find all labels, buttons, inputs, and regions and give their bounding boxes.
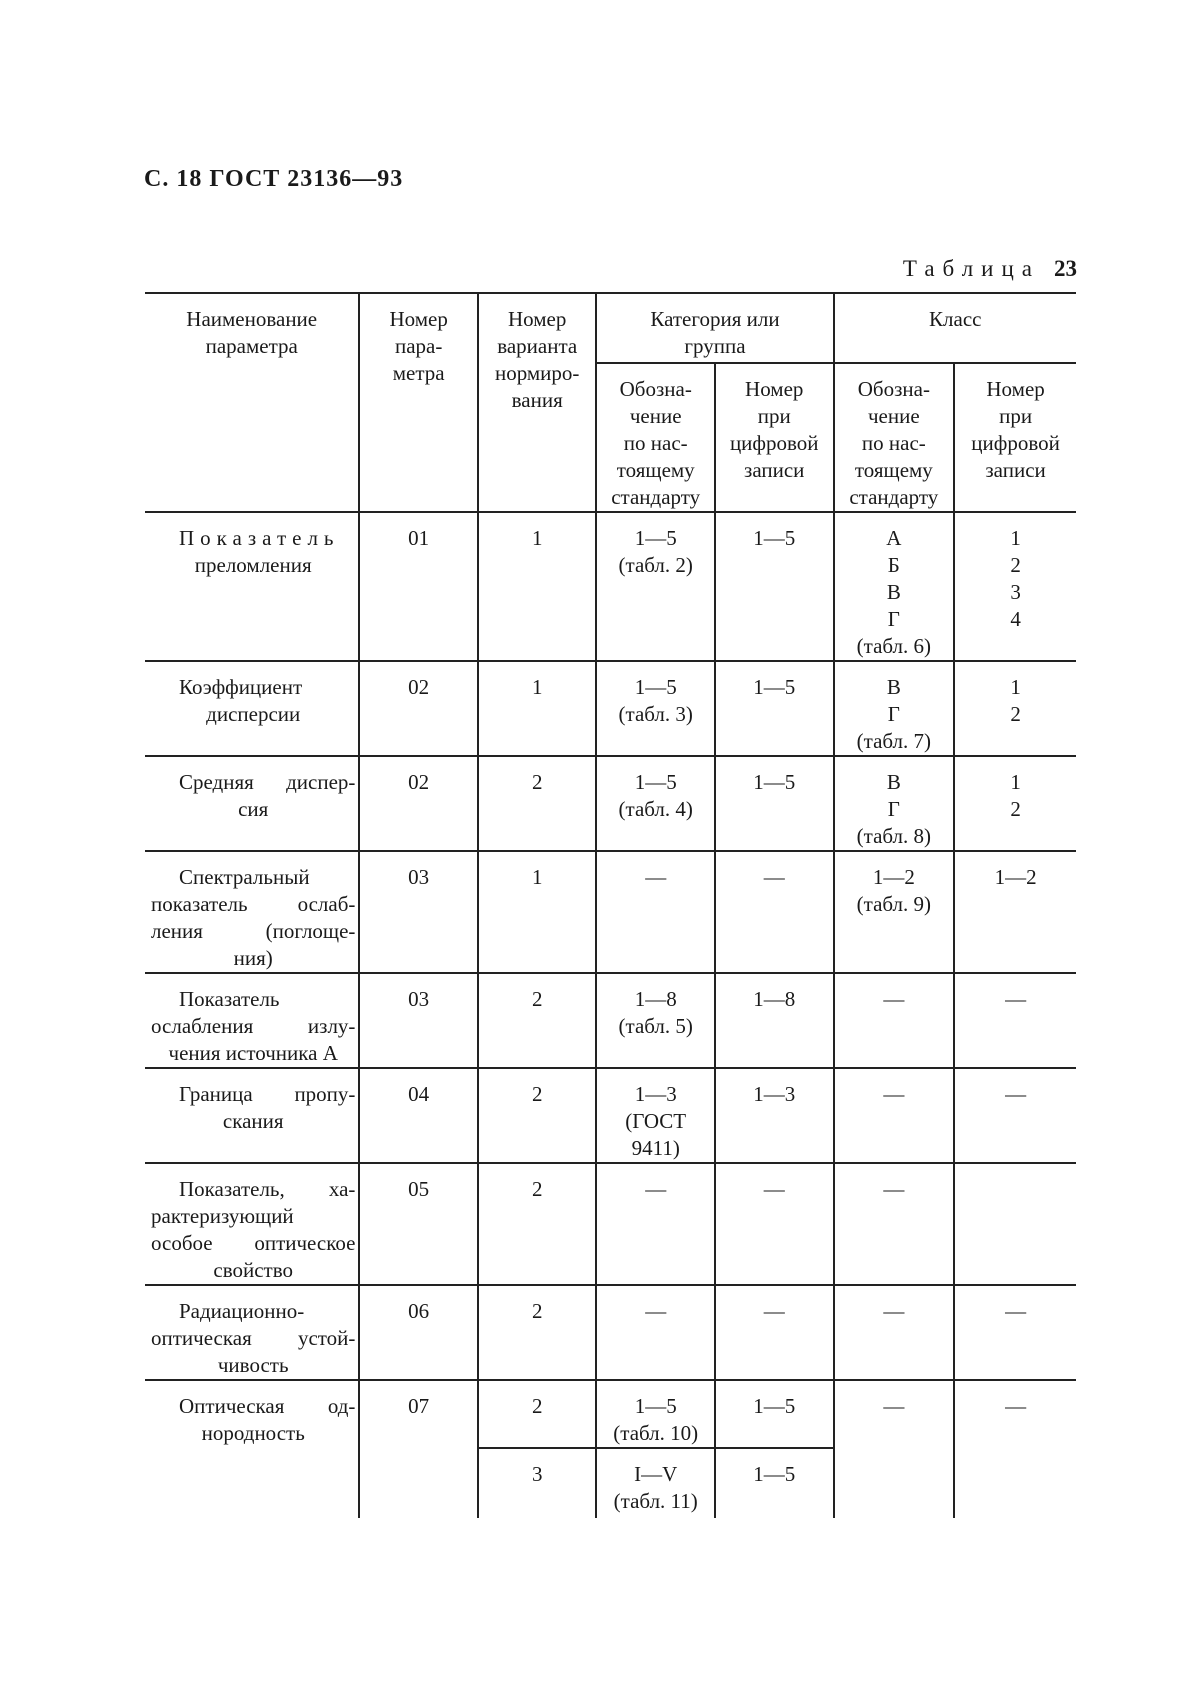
param-number xyxy=(359,661,478,756)
cell-line: Номер xyxy=(389,307,448,331)
param-number xyxy=(359,1068,478,1163)
class-designation xyxy=(834,851,955,973)
cell-line: нормиро- xyxy=(494,361,580,385)
cell-line: — xyxy=(883,1177,905,1201)
variant-number xyxy=(478,1285,597,1380)
col-header-name xyxy=(145,293,359,512)
param-name xyxy=(145,661,359,756)
param-number xyxy=(359,851,478,973)
cell-line: В xyxy=(886,580,901,604)
cell-line: 1—8 xyxy=(634,987,677,1011)
class-designation xyxy=(834,973,955,1068)
param-name-line: Оптическая од- xyxy=(179,1394,356,1418)
param-name xyxy=(145,851,359,973)
cell-line: 04 xyxy=(408,1082,430,1106)
table-row xyxy=(145,1068,1076,1163)
cell-line: (табл. 11) xyxy=(613,1489,698,1513)
cell-line: 1—3 xyxy=(634,1082,677,1106)
cell-line: записи xyxy=(744,458,805,482)
cell-line: 03 xyxy=(408,987,430,1011)
param-number xyxy=(359,1163,478,1285)
cell-line: 2 xyxy=(531,1394,543,1418)
col-header-class-designation xyxy=(834,363,955,512)
cell-line: тоящему xyxy=(616,458,695,482)
param-number xyxy=(359,973,478,1068)
param-number xyxy=(359,756,478,851)
cell-line: 1—2 xyxy=(872,865,915,889)
param-name-line: ния) xyxy=(233,946,273,970)
cell-line: 2 xyxy=(531,1082,543,1106)
col-header-variant-no xyxy=(478,293,597,512)
table-row xyxy=(145,1285,1076,1380)
category-designation xyxy=(596,1163,715,1285)
cell-line: — xyxy=(763,865,785,889)
table-row xyxy=(145,512,1076,661)
category-digital-number xyxy=(715,973,834,1068)
param-name-line: Радиационно- xyxy=(179,1299,305,1323)
cell-line: варианта xyxy=(497,334,578,358)
param-name-line: Показатель xyxy=(179,526,340,550)
cell-line: 1—3 xyxy=(753,1082,796,1106)
cell-line: — xyxy=(1005,1394,1027,1418)
table-row xyxy=(145,756,1076,851)
col-header-param-no xyxy=(359,293,478,512)
variant-number xyxy=(478,851,597,973)
category-designation xyxy=(596,756,715,851)
param-name-line: показатель ослаб- xyxy=(151,892,356,916)
class-digital-number xyxy=(954,973,1076,1068)
cell-line: 2 xyxy=(1010,553,1021,577)
table-caption-number: 23 xyxy=(1054,256,1077,281)
cell-line: — xyxy=(1005,1299,1027,1323)
cell-line: 2 xyxy=(531,1299,543,1323)
variant-number xyxy=(478,756,597,851)
class-digital-number xyxy=(954,512,1076,661)
cell-line: (табл. 6) xyxy=(856,634,932,658)
cell-line: Номер xyxy=(508,307,567,331)
cell-line: 1—5 xyxy=(753,1462,796,1486)
cell-line: — xyxy=(883,1299,905,1323)
table-row xyxy=(145,661,1076,756)
param-number xyxy=(359,1380,478,1518)
category-designation xyxy=(596,1448,715,1518)
cell-line: (табл. 3) xyxy=(618,702,693,726)
cell-line: 3 xyxy=(531,1462,543,1486)
param-name-line: нородность xyxy=(201,1421,305,1445)
cell-line: группа xyxy=(684,334,746,358)
param-name xyxy=(145,1380,359,1518)
cell-line: — xyxy=(883,1082,905,1106)
class-digital-number xyxy=(954,1380,1076,1518)
cell-line: — xyxy=(763,1177,785,1201)
cell-line: 1—5 xyxy=(753,770,796,794)
cell-line: стандарту xyxy=(849,485,939,509)
col-header-class-digital xyxy=(954,363,1076,512)
cell-line: по нас- xyxy=(861,431,926,455)
cell-line: Г xyxy=(887,607,900,631)
variant-number xyxy=(478,1163,597,1285)
table-row xyxy=(145,851,1076,973)
cell-line: 1 xyxy=(531,526,543,550)
class-designation xyxy=(834,661,955,756)
cell-line: 1 xyxy=(531,865,543,889)
param-name-line: преломления xyxy=(194,553,312,577)
param-name-line: Спектральный xyxy=(179,865,310,889)
cell-line: — xyxy=(645,865,667,889)
category-digital-number xyxy=(715,756,834,851)
cell-line: Б xyxy=(887,553,900,577)
cell-line: цифровой xyxy=(971,431,1060,455)
class-digital-number xyxy=(954,1163,1076,1285)
cell-line: 2 xyxy=(1010,797,1021,821)
cell-line: 9411) xyxy=(631,1136,680,1160)
cell-line: чение xyxy=(867,404,920,428)
cell-line: Категория или xyxy=(650,307,780,331)
cell-line: пара- xyxy=(394,334,443,358)
category-designation xyxy=(596,1068,715,1163)
variant-number xyxy=(478,1380,597,1448)
param-number xyxy=(359,1285,478,1380)
param-name xyxy=(145,973,359,1068)
param-name-line: рактеризующий xyxy=(151,1204,294,1228)
cell-line: I—V xyxy=(634,1462,678,1486)
category-digital-number xyxy=(715,1163,834,1285)
param-name xyxy=(145,1163,359,1285)
col-header-category-group xyxy=(596,293,833,363)
cell-line: 03 xyxy=(408,865,430,889)
cell-line: 1—8 xyxy=(753,987,796,1011)
page-header: С. 18 ГОСТ 23136—93 xyxy=(144,166,404,192)
cell-line: 1 xyxy=(1010,770,1021,794)
class-designation xyxy=(834,756,955,851)
category-digital-number xyxy=(715,851,834,973)
cell-line: Наименование xyxy=(186,307,318,331)
cell-line: — xyxy=(645,1299,667,1323)
cell-line: — xyxy=(883,1394,905,1418)
cell-line: Обозна- xyxy=(619,377,692,401)
variant-number xyxy=(478,973,597,1068)
param-name-line: Граница пропу- xyxy=(179,1082,356,1106)
cell-line: (табл. 9) xyxy=(856,892,932,916)
cell-line: В xyxy=(886,675,901,699)
cell-line: — xyxy=(1005,987,1027,1011)
category-designation xyxy=(596,973,715,1068)
cell-line: А xyxy=(886,526,902,550)
class-digital-number xyxy=(954,756,1076,851)
cell-line: (табл. 2) xyxy=(618,553,693,577)
cell-line: 01 xyxy=(408,526,430,550)
cell-line: — xyxy=(1005,1082,1027,1106)
cell-line: Г xyxy=(887,702,900,726)
class-digital-number xyxy=(954,661,1076,756)
spec-table xyxy=(145,292,1076,1518)
param-name-line: скания xyxy=(222,1109,284,1133)
param-name xyxy=(145,512,359,661)
class-designation xyxy=(834,1380,955,1518)
cell-line: 1 xyxy=(1010,526,1021,550)
cell-line: тоящему xyxy=(854,458,933,482)
class-digital-number xyxy=(954,851,1076,973)
class-digital-number xyxy=(954,1285,1076,1380)
cell-line: 1—5 xyxy=(753,526,796,550)
param-name-line: свойство xyxy=(213,1258,294,1282)
cell-line: 1—5 xyxy=(634,1394,677,1418)
table-row xyxy=(145,973,1076,1068)
cell-line: 1 xyxy=(531,675,543,699)
category-designation xyxy=(596,851,715,973)
category-designation xyxy=(596,1380,715,1448)
category-designation xyxy=(596,1285,715,1380)
cell-line: метра xyxy=(392,361,445,385)
table-row xyxy=(145,1163,1076,1285)
col-header-category-digital xyxy=(715,363,834,512)
param-name xyxy=(145,1285,359,1380)
cell-line: 07 xyxy=(408,1394,430,1418)
cell-line: Номер xyxy=(986,377,1045,401)
cell-line: — xyxy=(883,987,905,1011)
cell-line: (табл. 7) xyxy=(856,729,932,753)
cell-line: 06 xyxy=(408,1299,430,1323)
cell-line: записи xyxy=(985,458,1046,482)
category-digital-number xyxy=(715,1068,834,1163)
category-designation xyxy=(596,661,715,756)
cell-line: 1—5 xyxy=(634,770,677,794)
cell-line: (табл. 5) xyxy=(618,1014,693,1038)
param-name-line: Коэффициент xyxy=(179,675,303,699)
param-name-line: Показатель xyxy=(179,987,280,1011)
cell-line: при xyxy=(757,404,791,428)
cell-line: (табл. 8) xyxy=(856,824,932,848)
cell-line: Номер xyxy=(745,377,804,401)
cell-line: (ГОСТ xyxy=(625,1109,687,1133)
cell-line: 02 xyxy=(408,770,430,794)
cell-line: (табл. 10) xyxy=(613,1421,699,1445)
variant-number xyxy=(478,512,597,661)
cell-line: 1 xyxy=(1010,675,1021,699)
param-name-line: оптическая устой- xyxy=(151,1326,356,1350)
class-designation xyxy=(834,1068,955,1163)
cell-line: — xyxy=(645,1177,667,1201)
param-name-line: особое оптическое xyxy=(151,1231,356,1255)
param-name-line: Показатель, ха- xyxy=(179,1177,356,1201)
category-digital-number xyxy=(715,1285,834,1380)
cell-line: стандарту xyxy=(611,485,701,509)
cell-line: 1—5 xyxy=(634,675,677,699)
class-designation xyxy=(834,512,955,661)
cell-line: 3 xyxy=(1010,580,1021,604)
category-designation xyxy=(596,512,715,661)
variant-number xyxy=(478,1068,597,1163)
table-row xyxy=(145,1380,1076,1448)
variant-number xyxy=(478,661,597,756)
cell-line: 1—5 xyxy=(634,526,677,550)
col-header-class: Класс xyxy=(834,293,1077,363)
cell-line: 02 xyxy=(408,675,430,699)
param-name-line: ослабления излу- xyxy=(151,1014,356,1038)
cell-line: 2 xyxy=(531,770,543,794)
param-name-line: сия xyxy=(238,797,269,821)
category-digital-number xyxy=(715,512,834,661)
cell-line: (табл. 4) xyxy=(618,797,693,821)
variant-number xyxy=(478,1448,597,1518)
param-name-line: чивость xyxy=(217,1353,289,1377)
cell-line: 2 xyxy=(531,987,543,1011)
cell-line: при xyxy=(999,404,1033,428)
category-digital-number xyxy=(715,1448,834,1518)
class-designation xyxy=(834,1285,955,1380)
param-name-line: дисперсии xyxy=(206,702,301,726)
cell-line: 1—5 xyxy=(753,675,796,699)
cell-line: параметра xyxy=(205,334,298,358)
param-name xyxy=(145,1068,359,1163)
category-digital-number xyxy=(715,661,834,756)
col-header-category-designation xyxy=(596,363,715,512)
cell-line: В xyxy=(886,770,901,794)
class-digital-number xyxy=(954,1068,1076,1163)
cell-line: Г xyxy=(887,797,900,821)
cell-line: 05 xyxy=(408,1177,430,1201)
param-number xyxy=(359,512,478,661)
table-caption-word: Таблица xyxy=(902,256,1040,281)
cell-line: 1—5 xyxy=(753,1394,796,1418)
param-name xyxy=(145,756,359,851)
cell-line: вания xyxy=(511,388,563,412)
cell-line: цифровой xyxy=(729,431,819,455)
cell-line: по нас- xyxy=(623,431,688,455)
param-name-line: Средняя диспер- xyxy=(179,770,356,794)
cell-line: 4 xyxy=(1010,607,1021,631)
cell-line: 2 xyxy=(531,1177,543,1201)
class-designation xyxy=(834,1163,955,1285)
cell-line: Обозна- xyxy=(857,377,930,401)
cell-line: 2 xyxy=(1010,702,1021,726)
param-name-line: ления (поглоще- xyxy=(151,919,356,943)
cell-line: 1—2 xyxy=(994,865,1037,889)
table-caption xyxy=(0,256,1077,282)
cell-line: чение xyxy=(629,404,682,428)
cell-line: — xyxy=(763,1299,785,1323)
param-name-line: чения источника А xyxy=(168,1041,338,1065)
category-digital-number xyxy=(715,1380,834,1448)
